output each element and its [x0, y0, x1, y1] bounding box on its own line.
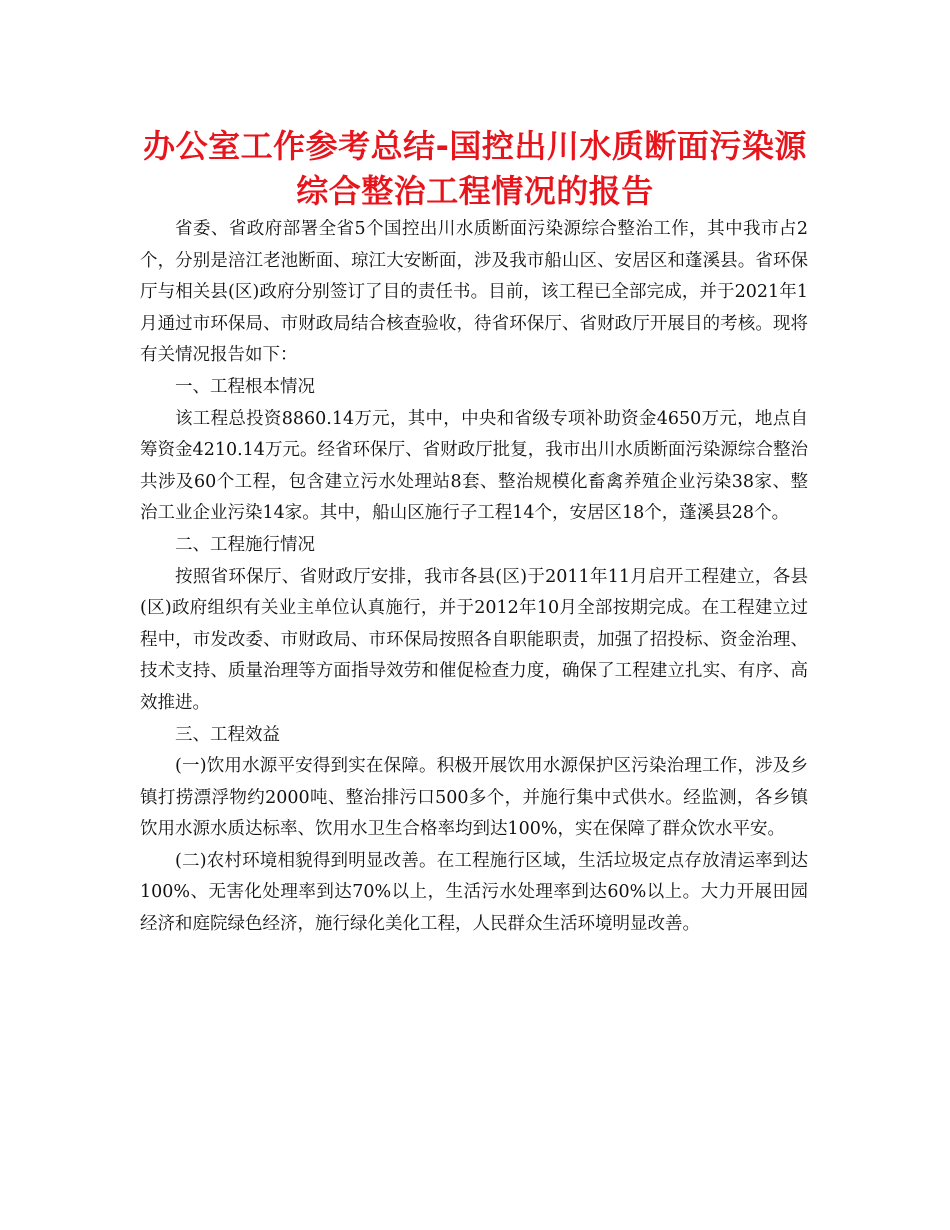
- section-3-paragraph-2: (二)农村环境相貌得到明显改善。在工程施行区域，生活垃圾定点存放清运率到达100%、无害化处理率到达70%以上，生活污水处理率到达60%以上。大力开展田园经济和庭院绿色经济，施行绿化美化工程，人民群众生活环境明显改善。: [140, 850, 808, 935]
- intro-paragraph: 省委、省政府部署全省5个国控出川水质断面污染源综合整治工作，其中我市占2个，分别是涪江老池断面、琼江大安断面，涉及我市船山区、安居区和蓬溪县。省环保厅与相关县(区)政府分别签订了目的责任书。目前，该工程已全部完成，并于2021年1月通过市环保局、市财政局结合核查验收，待省环保厅、省财政厅开展目的考核。现将有关情况报告如下：: [140, 219, 808, 366]
- document-body: [140, 214, 808, 941]
- section-heading-3: 三、工程效益: [175, 724, 280, 745]
- section-heading-1: 一、工程根本情况: [175, 376, 315, 397]
- document-title: 办公室工作参考总结-国控出川水质断面污染源综合整治工程情况的报告: [143, 127, 807, 210]
- section-3-paragraph-1: (一)饮用水源平安得到实在保障。积极开展饮用水源保护区污染治理工作，涉及乡镇打捞漂浮物约2000吨、整治排污口500多个，并施行集中式供水。经监测，各乡镇饮用水源水质达标率、饮用水卫生合格率均到达100%，实在保障了群众饮水平安。: [140, 756, 808, 840]
- section-1-paragraph: 该工程总投资8860.14万元，其中，中央和省级专项补助资金4650万元，地点自筹资金4210.14万元。经省环保厅、省财政厅批复，我市出川水质断面污染源综合整治共涉及60个工程，包含建立污水处理站8套、整治规模化畜禽养殖企业污染38家、整治工业企业污染14家。其中，船山区施行子工程14个，安居区18个，蓬溪县28个。: [140, 408, 808, 524]
- section-2-paragraph: 按照省环保厅、省财政厅安排，我市各县(区)于2011年11月启开工程建立，各县(区)政府组织有关业主单位认真施行，并于2012年10月全部按期完成。在工程建立过程中，市发改委、市财政局、市环保局按照各自职能职责，加强了招投标、资金治理、技术支持、质量治理等方面指导效劳和催促检查力度，确保了工程建立扎实、有序、高效推进。: [140, 566, 808, 713]
- section-heading-2: 二、工程施行情况: [175, 534, 315, 555]
